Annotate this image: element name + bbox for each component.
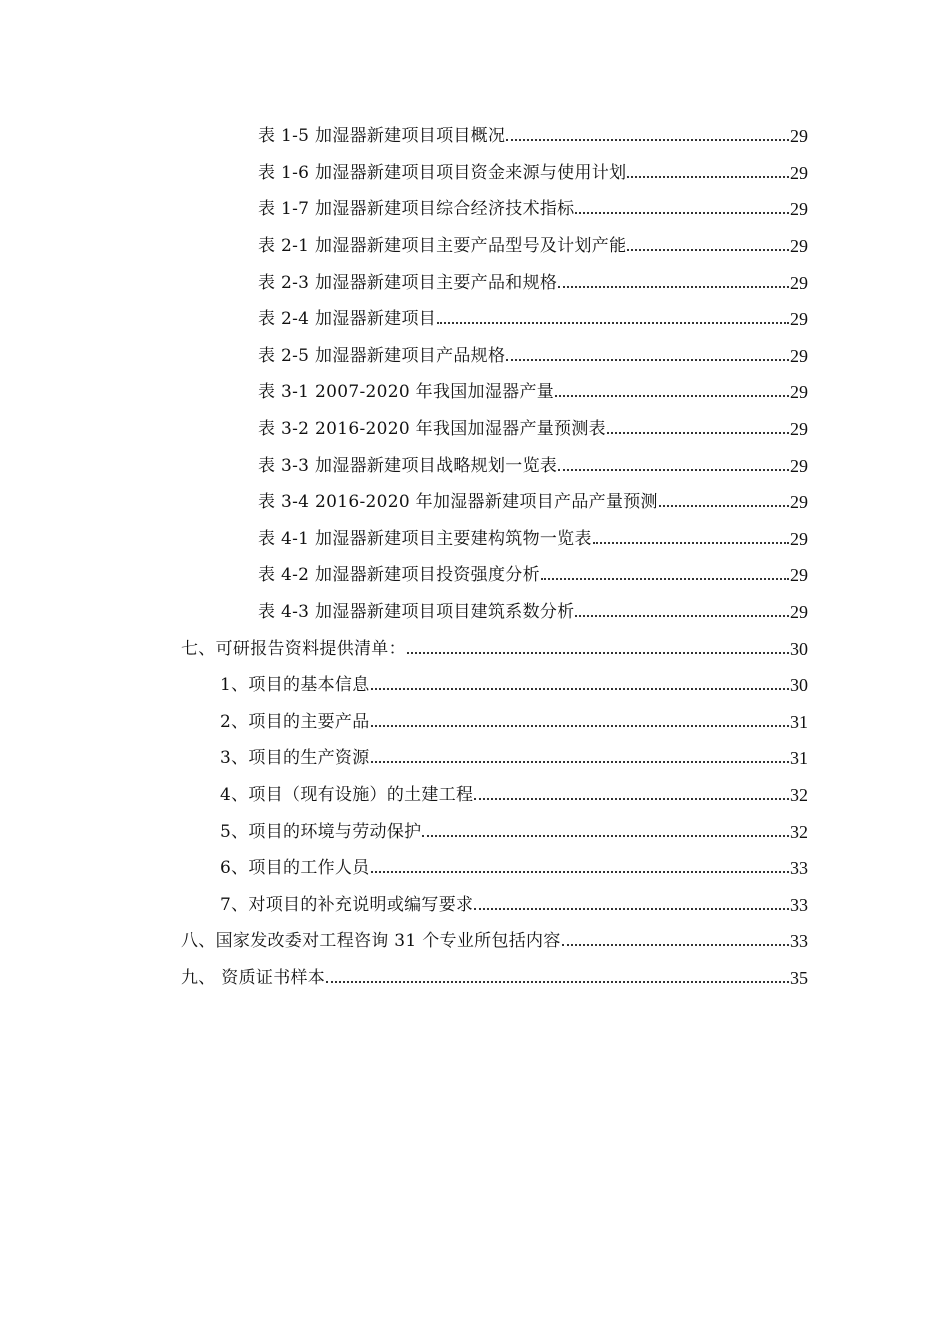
toc-entry-page-number: 33 [790,858,808,879]
toc-entry-line [258,200,808,218]
toc-dot-leader [326,980,789,983]
toc-dot-leader [562,943,789,946]
toc-entry[interactable] [0,630,950,667]
toc-entry-title: 表 2-3 加湿器新建项目主要产品和规格 [258,272,558,293]
toc-dot-leader [575,211,789,214]
toc-entry-page-number: 32 [790,821,808,842]
toc-entry[interactable] [0,338,950,375]
toc-entry[interactable] [0,813,950,850]
toc-dot-leader [627,248,789,251]
toc-entry[interactable] [0,228,950,265]
toc-entry-page-number: 29 [790,272,808,293]
toc-entry-title: 九、 资质证书样本 [181,967,326,988]
toc-dot-leader [371,687,789,690]
toc-entry-line [258,127,808,145]
toc-entry-page-number: 31 [790,748,808,769]
toc-entry-line [258,310,808,328]
toc-entry-page-number: 29 [790,528,808,549]
toc-entry-title: 6、项目的工作人员 [220,858,370,879]
toc-entry[interactable] [0,740,950,777]
toc-entry-title: 表 4-1 加湿器新建项目主要建构筑物一览表 [258,528,592,549]
toc-entry-line [258,603,808,621]
toc-entry-title: 表 4-2 加湿器新建项目投资强度分析 [258,565,540,586]
toc-entry-line [220,859,808,877]
toc-dot-leader [371,870,789,873]
toc-entry-line [181,932,808,950]
toc-entry-page-number: 30 [790,638,808,659]
toc-dot-leader [541,577,789,580]
table-of-contents [0,118,950,996]
toc-dot-leader [627,175,789,178]
toc-entry-line [220,676,808,694]
toc-dot-leader [407,651,789,654]
toc-entry-line [258,347,808,365]
toc-entry-page-number: 29 [790,126,808,147]
toc-entry-page-number: 31 [790,711,808,732]
toc-entry-line [258,493,808,511]
toc-entry-line [258,420,808,438]
toc-entry-title: 表 1-7 加湿器新建项目综合经济技术指标 [258,199,575,220]
toc-entry-title: 7、对项目的补充说明或编写要求 [220,894,474,915]
toc-entry-title: 表 1-5 加湿器新建项目项目概况 [258,126,506,147]
toc-dot-leader [474,907,789,910]
toc-entry-line [258,383,808,401]
toc-entry-title: 表 3-1 2007-2020 年我国加湿器产量 [258,382,555,403]
toc-entry[interactable] [0,886,950,923]
toc-entry-line [220,823,808,841]
toc-entry[interactable] [0,155,950,192]
toc-dot-leader [593,541,789,544]
toc-entry-page-number: 29 [790,382,808,403]
toc-entry-page-number: 29 [790,309,808,330]
toc-entry-line [181,969,808,987]
toc-entry[interactable] [0,667,950,704]
toc-dot-leader [437,321,789,324]
toc-dot-leader [506,358,789,361]
toc-dot-leader [607,431,789,434]
toc-entry-title: 2、项目的主要产品 [220,711,370,732]
toc-entry-page-number: 33 [790,894,808,915]
toc-dot-leader [506,138,789,141]
toc-entry[interactable] [0,521,950,558]
toc-entry-title: 八、国家发改委对工程咨询 31 个专业所包括内容 [181,931,561,952]
toc-dot-leader [422,834,789,837]
toc-entry[interactable] [0,777,950,814]
toc-entry-page-number: 29 [790,236,808,257]
toc-entry-line [220,749,808,767]
toc-entry-page-number: 30 [790,675,808,696]
toc-entry[interactable] [0,484,950,521]
toc-entry-title: 表 2-4 加湿器新建项目 [258,309,437,330]
toc-entry-title: 表 3-4 2016-2020 年加湿器新建项目产品产量预测 [258,492,658,513]
toc-dot-leader [558,468,789,471]
toc-entry-line [258,237,808,255]
toc-entry-title: 表 2-1 加湿器新建项目主要产品型号及计划产能 [258,236,627,257]
toc-entry-title: 3、项目的生产资源 [220,748,370,769]
toc-entry[interactable] [0,923,950,960]
toc-entry[interactable] [0,301,950,338]
toc-entry-page-number: 32 [790,784,808,805]
toc-entry-title: 5、项目的环境与劳动保护 [220,821,422,842]
toc-entry-line [258,164,808,182]
toc-entry-page-number: 29 [790,419,808,440]
toc-entry[interactable] [0,264,950,301]
toc-entry-title: 4、项目（现有设施）的土建工程 [220,784,474,805]
toc-entry-line [181,640,808,658]
toc-entry-line [220,786,808,804]
toc-entry-page-number: 33 [790,931,808,952]
toc-entry-title: 七、可研报告资料提供清单： [181,638,406,659]
toc-entry-line [258,566,808,584]
toc-entry-page-number: 29 [790,455,808,476]
toc-dot-leader [558,285,789,288]
toc-dot-leader [371,760,789,763]
toc-entry-title: 表 3-2 2016-2020 年我国加湿器产量预测表 [258,419,606,440]
toc-entry[interactable] [0,374,950,411]
toc-entry[interactable] [0,411,950,448]
toc-entry[interactable] [0,960,950,997]
toc-entry-line [220,896,808,914]
toc-entry[interactable] [0,191,950,228]
toc-entry-page-number: 29 [790,199,808,220]
toc-entry[interactable] [0,557,950,594]
toc-entry-title: 1、项目的基本信息 [220,675,370,696]
toc-entry[interactable] [0,118,950,155]
toc-entry[interactable] [0,447,950,484]
toc-dot-leader [575,614,789,617]
toc-dot-leader [474,797,789,800]
toc-entry-line [258,530,808,548]
toc-entry[interactable] [0,704,950,741]
toc-entry-page-number: 29 [790,345,808,366]
toc-dot-leader [555,394,789,397]
toc-entry-page-number: 35 [790,967,808,988]
toc-entry-page-number: 29 [790,492,808,513]
toc-entry-page-number: 29 [790,162,808,183]
toc-entry[interactable] [0,850,950,887]
toc-dot-leader [659,504,789,507]
toc-entry-title: 表 4-3 加湿器新建项目项目建筑系数分析 [258,602,575,623]
toc-entry-title: 表 1-6 加湿器新建项目项目资金来源与使用计划 [258,162,627,183]
toc-entry[interactable] [0,594,950,631]
toc-entry-line [258,457,808,475]
toc-entry-title: 表 2-5 加湿器新建项目产品规格 [258,345,506,366]
toc-dot-leader [371,724,789,727]
toc-entry-page-number: 29 [790,565,808,586]
toc-entry-line [258,274,808,292]
toc-entry-title: 表 3-3 加湿器新建项目战略规划一览表 [258,455,558,476]
toc-entry-line [220,713,808,731]
toc-entry-page-number: 29 [790,602,808,623]
